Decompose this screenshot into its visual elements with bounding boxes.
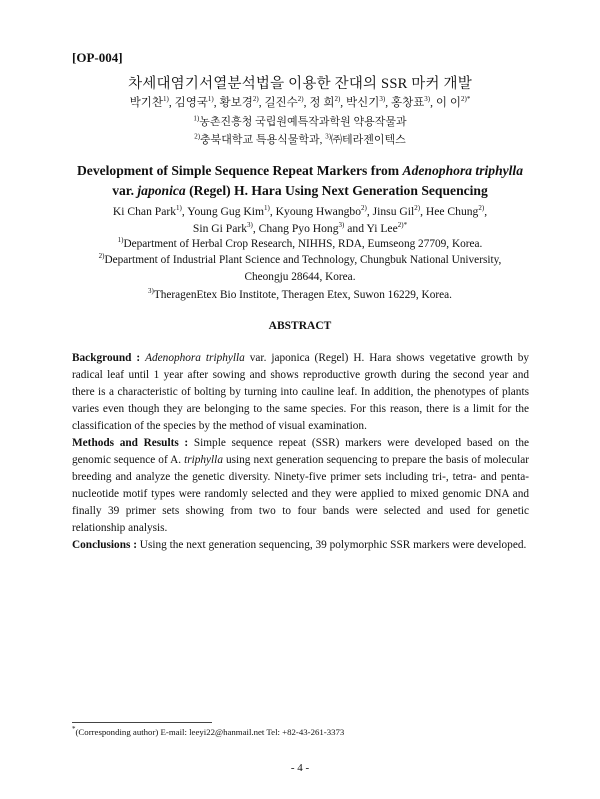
abstract-heading: ABSTRACT (268, 320, 332, 332)
author-name: Sin Gi Park (192, 222, 248, 235)
author-affiliation-marker: 3) (247, 221, 253, 230)
author-name: Kyoung Hwangbo (275, 205, 362, 218)
page-number: - 4 - (290, 762, 310, 774)
footnote: *(Corresponding author) E-mail: leeyi22@hanmail.net Tel: +82-43-261-3373 (72, 725, 345, 737)
author-affiliation-marker: 3) (424, 95, 431, 104)
author-name: Young Gug Kim (187, 205, 265, 218)
author-affiliation-marker: 2) (297, 95, 304, 104)
korean-affiliation-2: $^{2)}$충북대학교 특용식물학과, $^{3)}$㈜테라젠이텍스 (194, 132, 406, 146)
author-name: 박신기 (346, 97, 380, 109)
english-authors-line-1: Ki Chan Park$^{1)}$, Young Gug Kim$^{1)}$, Kyoung Hwangbo$^{2)}$, Jinsu Gil$^{2)}$, Hee Chung$^{2)}$, (112, 204, 488, 218)
session-code: [OP-004] (72, 50, 123, 65)
author-affiliation-marker: 2) (361, 204, 367, 213)
author-affiliation-marker: 3) (338, 221, 345, 230)
author-name: Hee Chung (425, 205, 479, 218)
author-affiliation-marker: 2) (478, 204, 485, 213)
author-affiliation-marker: 2) (334, 95, 341, 104)
author-affiliation-marker: 1) (163, 95, 169, 104)
author-affiliation-marker: 2)* (460, 95, 471, 104)
english-affiliation-1: $^{1)}$Department of Herbal Crop Research, NIHHS, RDA, Eumseong 27709, Korea. (117, 236, 483, 250)
english-title: Development of Simple Sequence Repeat Markers from Adenophora triphylla var. japonica (Regel) H. Hara Using Next Generation Sequencing (76, 163, 524, 198)
author-name: Chang Pyo Hong (258, 222, 339, 235)
author-affiliation-marker: 1) (264, 204, 270, 213)
methods-paragraph: Methods and Results : Simple sequence repeat (SSR) markers were developed based on the genomic sequence of A. triphylla using next generation sequencing to prepare the basis of molecular breeding and analyze the genetic diversity. Ninety-five primer sets including tri-, tetra- and penta-nucleotide motif types were randomly selected and they were applied to mixed genomic DNA and finally 39 primer sets showing from two to four bands were selected and used for genetic relationship analysis. (72, 437, 529, 534)
author-affiliation-marker: 1) (176, 204, 182, 213)
author-affiliation-marker: 2) (252, 95, 259, 104)
author-name: 길진수 (264, 97, 298, 109)
author-affiliation-marker: 2) (414, 204, 421, 213)
korean-affiliation-1: $^{1)}$농촌진흥청 국립원예특작과학원 약용작물과 (193, 114, 407, 128)
korean-title: 차세대염기서열분석법을 이용한 잔대의 SSR 마커 개발 (128, 76, 472, 92)
background-paragraph: Background : Adenophora triphylla var. japonica (Regel) H. Hara shows vegetative growth by radical leaf until 1 year after sowing and shows reproductive growth during the second year and there is a characteristic of bolting by turning into cauline leaf. In addition, the phenotypes of plants varies even though they are belonging to the same species. For this reason, there is a limit for the classification of the species by the method of visual examination. (72, 352, 529, 432)
author-name: 황보경 (219, 97, 253, 109)
author-name: 정 희 (309, 97, 335, 109)
english-affiliation-2: $^{2)}$Department of Industrial Plant Science and Technology, Chungbuk National University, Cheongju 28644, Korea. (98, 252, 502, 283)
conclusions-paragraph: Conclusions : Using the next generation sequencing, 39 polymorphic SSR markers were developed. (72, 539, 527, 551)
english-affiliation-3: $^{3)}$TheragenEtex Bio Institote, Theragen Etex, Suwon 16229, Korea. (148, 287, 452, 301)
author-name: 이 이 (435, 97, 461, 109)
english-authors-line-2: Sin Gi Park$^{3)}$, Chang Pyo Hong$^{3)}$ and Yi Lee$^{2)*}$ (192, 221, 408, 235)
author-affiliation-marker: 3) (379, 95, 386, 104)
abstract-body (72, 350, 529, 554)
korean-authors: 박기찬$^{1)}$, 김영국$^{1)}$, 황보경$^{2)}$, 길진수$^{2)}$, 정 희$^{2)}$, 박신기$^{3)}$, 홍창표$^{3)}$, 이 이$^{2)*}$ (129, 95, 471, 109)
author-name: Jinsu Gil (372, 205, 415, 218)
author-name: 홍창표 (390, 97, 425, 109)
author-name: 박기찬 (129, 97, 163, 109)
footnote-divider (72, 722, 212, 723)
author-name: 김영국 (174, 97, 208, 109)
author-affiliation-marker: 1) (207, 95, 214, 104)
author-name: Ki Chan Park (112, 205, 177, 218)
